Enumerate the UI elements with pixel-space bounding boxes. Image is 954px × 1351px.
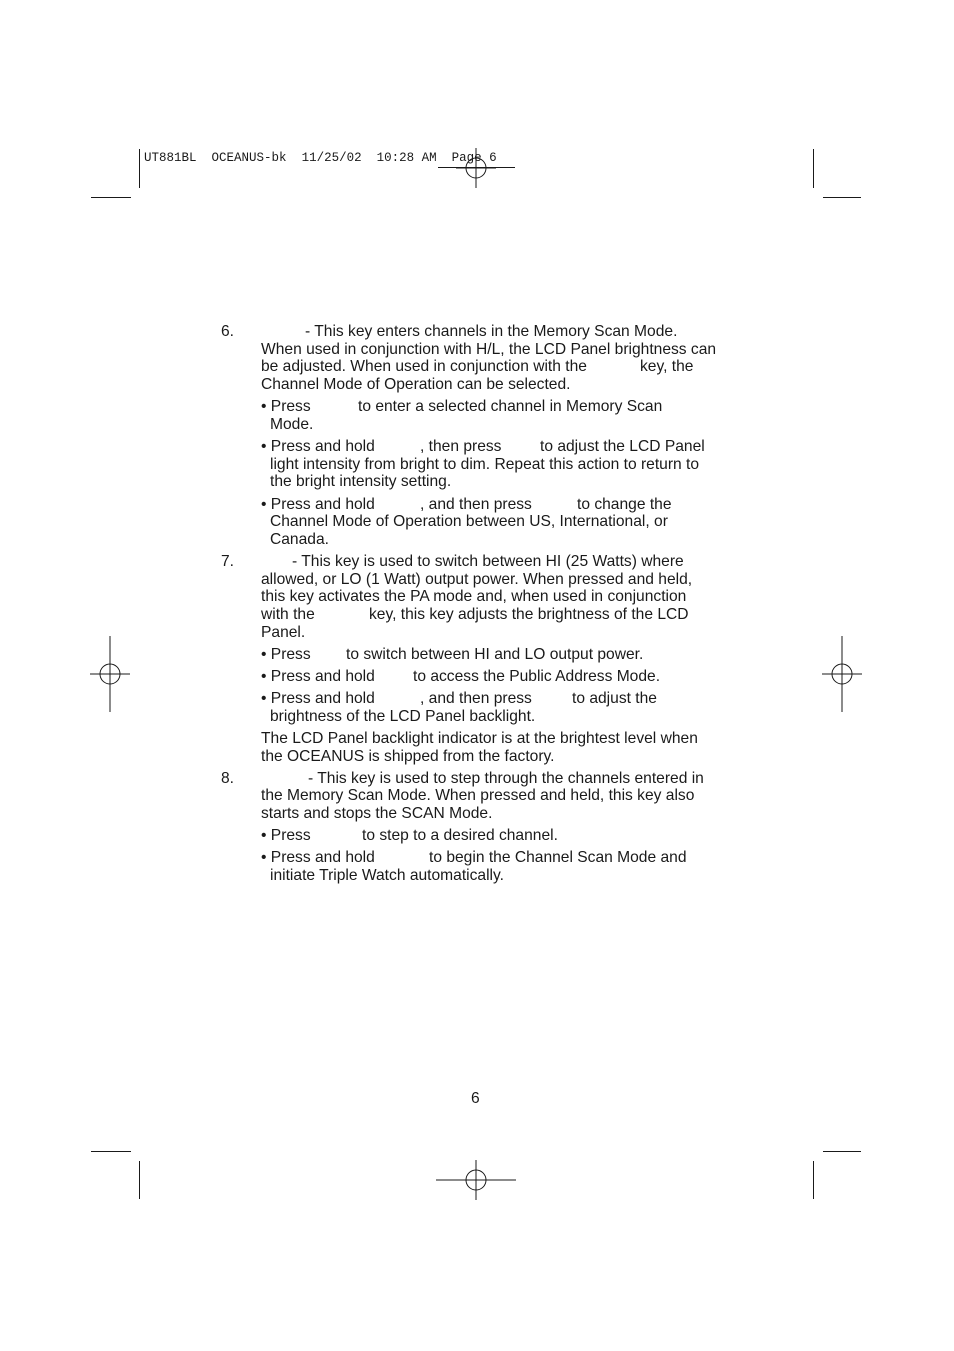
item-7-line-1: - This key is used to switch between HI (25 Watts) where — [292, 553, 684, 570]
item-6-bullet-1-b: to enter a selected channel in Memory Scan — [358, 398, 663, 415]
crop-mark-bottom-left-vertical — [139, 1161, 140, 1199]
item-7-bullet-1-b: to switch between HI and LO output power. — [346, 646, 644, 663]
item-7-note-1: The LCD Panel backlight indicator is at the brightest level when — [261, 730, 698, 747]
item-6-bullet-2-d: light intensity from bright to dim. Repeat this action to return to — [270, 456, 700, 473]
item-6-bullet-2-a: • Press and hold — [261, 438, 375, 455]
item-6-bullet-2-e: the bright intensity setting. — [270, 473, 452, 490]
crop-mark-bottom-right-vertical — [813, 1161, 814, 1199]
item-7-number: 7. — [221, 553, 235, 570]
item-7-bullet-1-a: • Press — [261, 646, 311, 663]
item-8-number: 8. — [221, 770, 235, 787]
item-7-line-5: Panel. — [261, 624, 306, 641]
item-6-bullet-2-b: , then press — [420, 438, 502, 455]
item-7-line-3: this key activates the PA mode and, when used in conjunction — [261, 588, 687, 605]
slug-job: OCEANUS-bk — [211, 151, 287, 165]
slug-file: UT881BL — [144, 151, 197, 165]
item-7-line-4: with the — [261, 606, 315, 623]
item-7-bullet-2-b: to access the Public Address Mode. — [413, 668, 661, 685]
item-8-bullet-2-b: to begin the Channel Scan Mode and — [429, 849, 687, 866]
item-8-line-1: - This key is used to step through the channels entered in — [308, 770, 704, 787]
item-8-bullet-2-c: initiate Triple Watch automatically. — [270, 867, 504, 884]
item-8-bullet-1-a: • Press — [261, 827, 311, 844]
slug-page: Page 6 — [451, 151, 497, 165]
item-6-bullet-2-c: to adjust the LCD Panel — [540, 438, 705, 455]
page-number: 6 — [471, 1090, 480, 1107]
item-7-line-2: allowed, or LO (1 Watt) output power. When pressed and held, — [261, 571, 693, 588]
slug-time: 10:28 AM — [376, 151, 437, 165]
item-6-bullet-3-c: to change the — [577, 496, 672, 513]
crop-mark-top-left-horizontal — [91, 197, 131, 198]
crop-mark-bottom-left-horizontal — [91, 1151, 131, 1152]
item-6-bullet-1-c: Mode. — [270, 416, 314, 433]
item-8-line-3: starts and stops the SCAN Mode. — [261, 805, 493, 822]
crop-mark-bottom-right-horizontal — [823, 1151, 861, 1152]
item-6-bullet-3-b: , and then press — [420, 496, 532, 513]
item-6-bullet-3-a: • Press and hold — [261, 496, 375, 513]
registration-mark-left-icon — [90, 636, 130, 712]
item-7-bullet-3-d: brightness of the LCD Panel backlight. — [270, 708, 536, 725]
registration-mark-right-icon — [822, 636, 862, 712]
item-6-line-3b: key, the — [640, 358, 694, 375]
item-7-bullet-3-c: to adjust the — [572, 690, 657, 707]
item-8-bullet-1-b: to step to a desired channel. — [362, 827, 558, 844]
item-8-line-2: the Memory Scan Mode. When pressed and held, this key also — [261, 787, 695, 804]
crop-mark-top-right-horizontal — [823, 197, 861, 198]
item-6-bullet-1-a: • Press — [261, 398, 311, 415]
item-6-number: 6. — [221, 323, 235, 340]
item-7-line-4b: key, this key adjusts the brightness of the LCD — [369, 606, 689, 623]
item-8-bullet-2-a: • Press and hold — [261, 849, 375, 866]
item-7-bullet-2-a: • Press and hold — [261, 668, 375, 685]
item-6-bullet-3-e: Canada. — [270, 531, 329, 548]
slug-date: 11/25/02 — [301, 151, 362, 165]
crop-mark-top-left-vertical — [139, 149, 140, 188]
crop-mark-top-right-vertical — [813, 149, 814, 188]
item-6-line-4: Channel Mode of Operation can be selected. — [261, 376, 571, 393]
item-6-bullet-3-d: Channel Mode of Operation between US, International, or — [270, 513, 668, 530]
registration-mark-bottom-icon — [436, 1160, 516, 1200]
item-6-line-2: When used in conjunction with H/L, the LCD Panel brightness can — [261, 341, 717, 358]
registration-mark-top-icon — [456, 148, 496, 188]
item-7-bullet-3-a: • Press and hold — [261, 690, 375, 707]
item-7-note-2: the OCEANUS is shipped from the factory. — [261, 748, 555, 765]
item-6-line-1: - This key enters channels in the Memory Scan Mode. — [305, 323, 678, 340]
item-6-line-3: be adjusted. When used in conjunction with the — [261, 358, 587, 375]
item-7-bullet-3-b: , and then press — [420, 690, 532, 707]
printer-slug — [144, 151, 497, 165]
